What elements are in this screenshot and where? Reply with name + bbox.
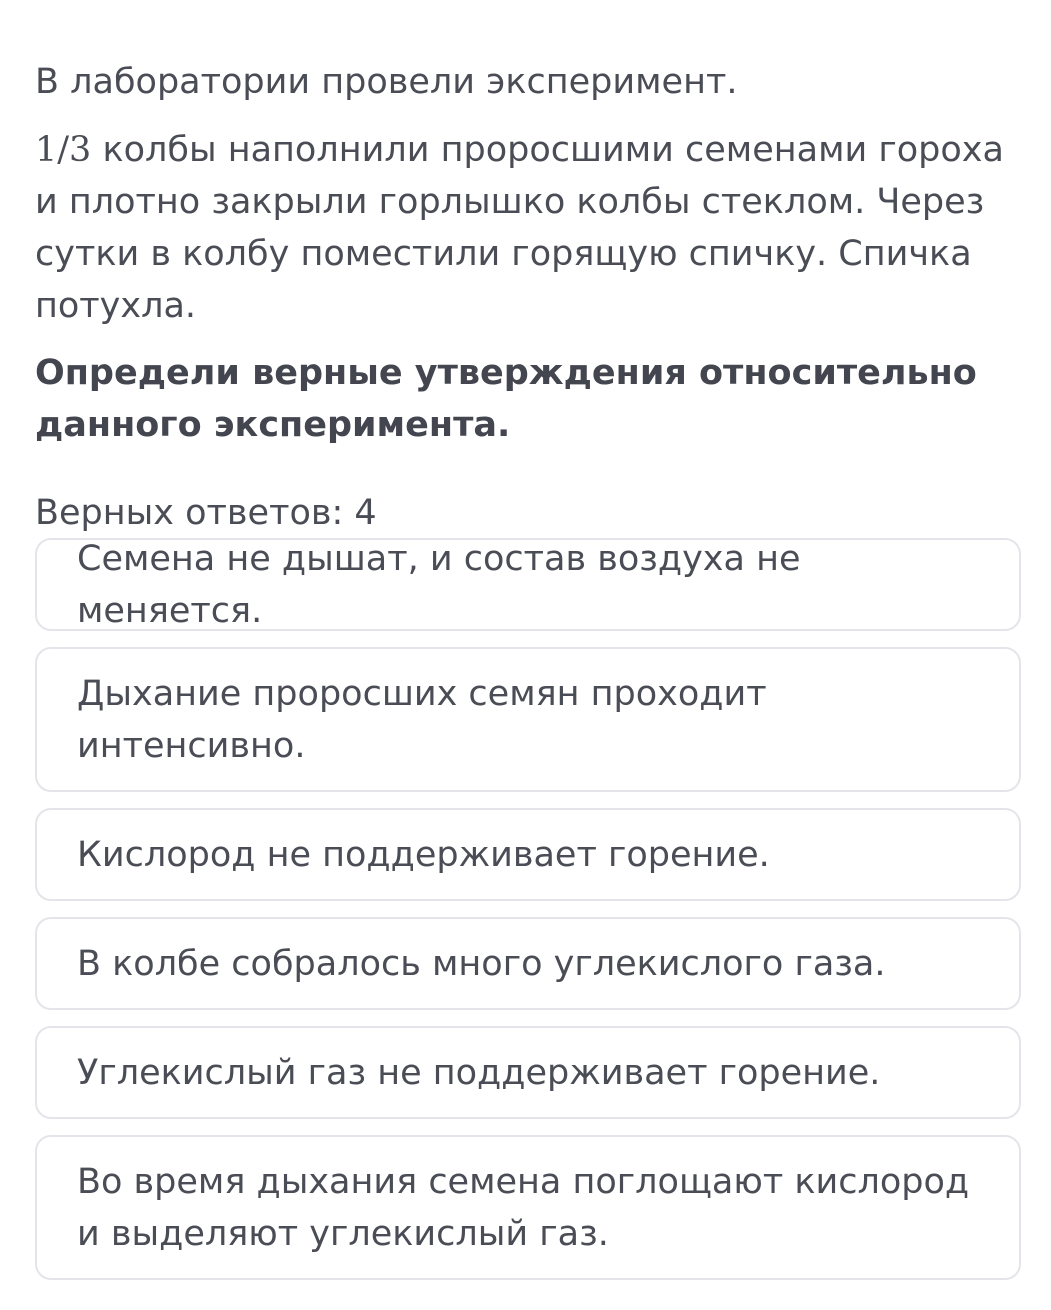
task-intro: В лаборатории провели эксперимент. <box>35 62 738 102</box>
answer-option-2[interactable] <box>35 647 1021 792</box>
answer-option-label: Семена не дышат, и состав воздуха не меняется. <box>77 538 801 631</box>
answer-option-3[interactable] <box>35 808 1021 901</box>
description-text: колбы наполнили проросшими семенами гороха и плотно закрыли горлышко колбы стеклом. Через сутки в колбу поместили горящую спичку. Спичка потухла. <box>35 130 1004 326</box>
fraction-text: 1/3 <box>35 130 92 170</box>
correct-answers-count: Верных ответов: 4 <box>35 493 377 533</box>
answer-option-5[interactable] <box>35 1026 1021 1119</box>
answer-option-label: Кислород не поддерживает горение. <box>77 834 770 875</box>
answer-option-1[interactable] <box>35 538 1021 631</box>
answer-option-label: Углекислый газ не поддерживает горение. <box>77 1052 881 1093</box>
task-question: Определи верные утверждения относительно данного эксперимента. <box>35 353 977 445</box>
answer-option-4[interactable] <box>35 917 1021 1010</box>
answer-option-label: Во время дыхания семена поглощают кислород и выделяют углекислый газ. <box>77 1161 970 1254</box>
answer-option-label: Дыхание проросших семян проходит интенсивно. <box>77 673 767 766</box>
answer-option-6[interactable] <box>35 1135 1021 1280</box>
answer-option-label: В колбе собралось много углекислого газа. <box>77 943 886 984</box>
task-description <box>35 124 1021 332</box>
